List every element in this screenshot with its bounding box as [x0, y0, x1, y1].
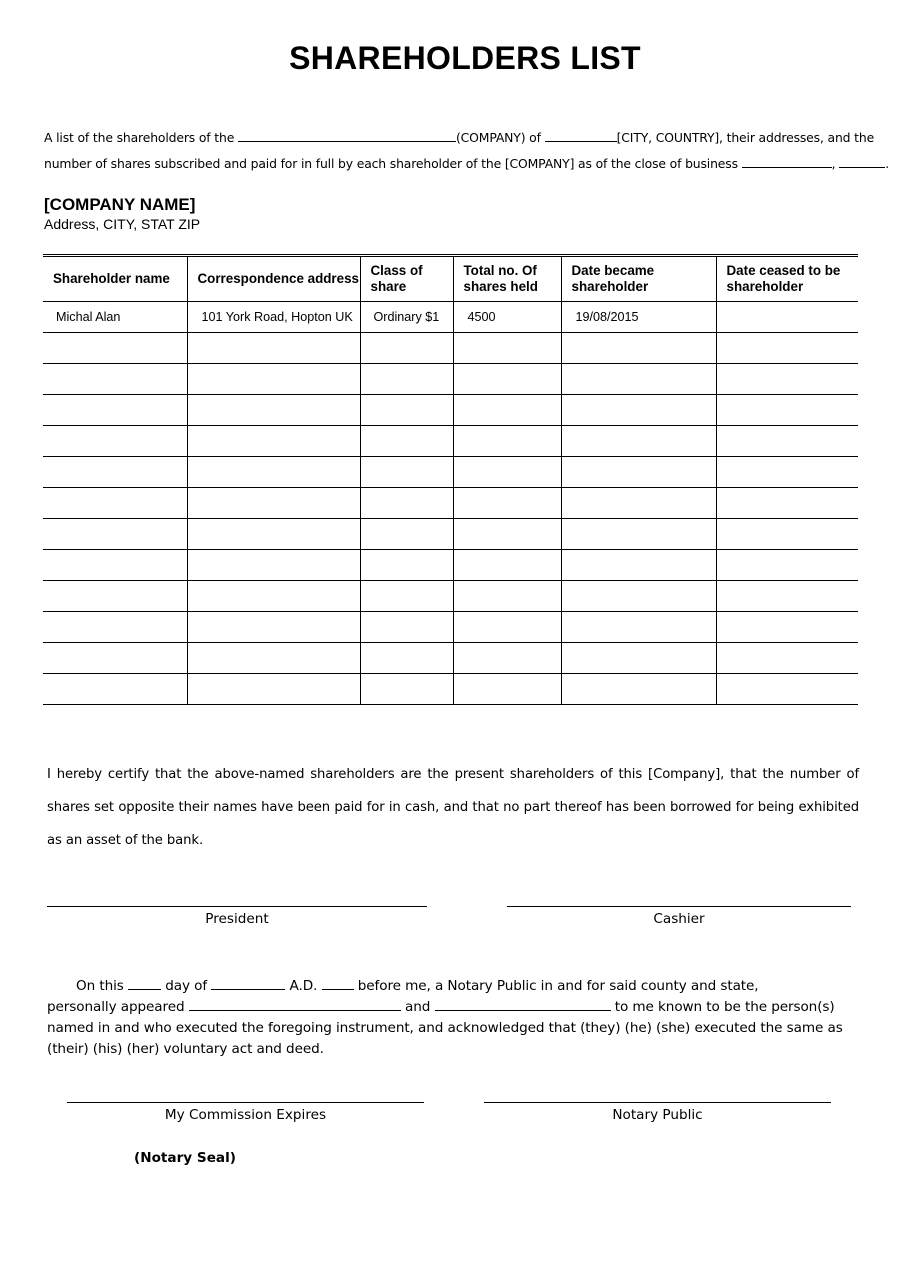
table-cell[interactable]: [716, 643, 858, 674]
table-cell[interactable]: [360, 333, 453, 364]
table-cell[interactable]: [561, 395, 716, 426]
table-row: [43, 395, 858, 426]
notary-line-1: [47, 976, 847, 997]
table-row: [43, 674, 858, 705]
table-cell[interactable]: [453, 488, 561, 519]
table-row: [43, 550, 858, 581]
table-cell[interactable]: [43, 519, 187, 550]
appeared-name-blank[interactable]: [189, 998, 401, 1011]
notary-text: A.D.: [289, 978, 318, 994]
table-cell[interactable]: [360, 364, 453, 395]
table-row: [43, 364, 858, 395]
year-blank[interactable]: [839, 155, 885, 168]
table-cell[interactable]: [187, 426, 360, 457]
table-cell[interactable]: [187, 643, 360, 674]
table-cell[interactable]: [716, 457, 858, 488]
table-cell[interactable]: [187, 395, 360, 426]
day-blank[interactable]: [128, 977, 161, 990]
table-cell[interactable]: [187, 364, 360, 395]
table-cell[interactable]: [453, 364, 561, 395]
table-cell[interactable]: [716, 519, 858, 550]
table-cell[interactable]: [561, 426, 716, 457]
notary-text: to me known to be the person(s): [614, 999, 835, 1015]
table-cell[interactable]: [453, 519, 561, 550]
certification-text: I hereby certify that the above-named shareholders are the present shareholders of this [Company], that the number of shares set opposite their names have been paid for in cash, and that no part thereof has been borrowed for being exhibited as an asset of the bank.: [47, 767, 859, 848]
table-cell[interactable]: [561, 519, 716, 550]
header-date-ceased: Date ceased to be shareholder: [716, 256, 858, 302]
table-row: [43, 581, 858, 612]
table-cell[interactable]: [360, 457, 453, 488]
intro-text: number of shares subscribed and paid for in full by each shareholder of the [COMPANY] as of the close of business: [44, 156, 738, 171]
table-cell[interactable]: [360, 426, 453, 457]
notary-text: before me, a Notary Public in and for said county and state,: [357, 978, 759, 994]
table-cell[interactable]: [187, 550, 360, 581]
notary-public-signature-line[interactable]: [484, 1102, 831, 1103]
table-cell[interactable]: [187, 457, 360, 488]
notary-line-4: (their) (his) (her) voluntary act and deed.: [47, 1041, 324, 1057]
city-blank[interactable]: [545, 129, 617, 142]
intro-period: .: [885, 156, 890, 171]
table-row: [43, 457, 858, 488]
table-cell[interactable]: [360, 643, 453, 674]
table-cell[interactable]: [360, 395, 453, 426]
table-cell[interactable]: [453, 674, 561, 705]
notary-seal-label: (Notary Seal): [134, 1150, 236, 1166]
table-cell[interactable]: [453, 395, 561, 426]
page-title: SHAREHOLDERS LIST: [289, 40, 641, 76]
table-cell[interactable]: [43, 395, 187, 426]
table-cell[interactable]: [187, 333, 360, 364]
table-cell[interactable]: Michal Alan: [43, 302, 187, 333]
table-cell[interactable]: [561, 674, 716, 705]
commission-label: My Commission Expires: [164, 1107, 327, 1123]
table-cell[interactable]: [716, 550, 858, 581]
date-blank[interactable]: [742, 155, 832, 168]
table-cell[interactable]: [360, 550, 453, 581]
table-cell[interactable]: [187, 581, 360, 612]
month-blank[interactable]: [211, 977, 285, 990]
table-cell[interactable]: [43, 457, 187, 488]
table-cell[interactable]: [561, 581, 716, 612]
table-cell[interactable]: [716, 674, 858, 705]
table-cell[interactable]: 4500: [453, 302, 561, 333]
table-row: [43, 612, 858, 643]
table-cell[interactable]: [561, 457, 716, 488]
table-cell[interactable]: [43, 426, 187, 457]
table-header-row: [43, 256, 858, 302]
table-cell[interactable]: [561, 550, 716, 581]
table-cell[interactable]: [716, 364, 858, 395]
table-row: [43, 302, 858, 333]
notary-text: personally appeared: [47, 999, 185, 1015]
intro-text: (COMPANY) of: [455, 130, 541, 145]
company-address: Address, CITY, STAT ZIP: [44, 216, 201, 232]
table-cell[interactable]: [360, 674, 453, 705]
table-cell[interactable]: [360, 488, 453, 519]
notary-acknowledgement: [47, 976, 847, 1060]
notary-line-2: [47, 997, 847, 1018]
table-cell[interactable]: [453, 612, 561, 643]
table-cell[interactable]: [43, 364, 187, 395]
table-cell[interactable]: [453, 457, 561, 488]
notary-text: and: [404, 999, 431, 1015]
table-cell[interactable]: [561, 364, 716, 395]
year-blank[interactable]: [322, 977, 354, 990]
cashier-label: Cashier: [653, 911, 705, 927]
intro-text: [CITY, COUNTRY], their addresses, and the: [616, 130, 875, 145]
table-cell[interactable]: [360, 612, 453, 643]
table-cell[interactable]: [716, 395, 858, 426]
table-cell[interactable]: [716, 612, 858, 643]
table-cell[interactable]: [716, 581, 858, 612]
president-signature-line[interactable]: [47, 906, 427, 907]
table-row: [43, 643, 858, 674]
table-cell[interactable]: [360, 581, 453, 612]
president-label: President: [205, 911, 269, 927]
table-cell[interactable]: [561, 612, 716, 643]
table-row: [43, 519, 858, 550]
table-cell[interactable]: [187, 674, 360, 705]
table-cell[interactable]: [453, 426, 561, 457]
table-cell[interactable]: 19/08/2015: [561, 302, 716, 333]
header-class-of-share: Class of share: [360, 256, 453, 302]
table-row: [43, 333, 858, 364]
table-cell[interactable]: [716, 426, 858, 457]
table-cell[interactable]: [716, 333, 858, 364]
commission-signature-line[interactable]: [67, 1102, 424, 1103]
table-cell[interactable]: [453, 643, 561, 674]
table-cell[interactable]: [43, 333, 187, 364]
company-blank[interactable]: [238, 129, 456, 142]
header-date-became: Date became shareholder: [561, 256, 716, 302]
appeared-name-blank-2[interactable]: [435, 998, 611, 1011]
table-cell[interactable]: Ordinary $1: [360, 302, 453, 333]
table-cell[interactable]: [43, 674, 187, 705]
cashier-signature-line[interactable]: [507, 906, 851, 907]
table-cell[interactable]: [561, 488, 716, 519]
table-cell[interactable]: [43, 550, 187, 581]
table-cell[interactable]: [561, 643, 716, 674]
shareholders-table: [43, 254, 858, 705]
intro-text: A list of the shareholders of the: [44, 130, 235, 145]
table-cell[interactable]: [453, 581, 561, 612]
company-name: [COMPANY NAME]: [44, 195, 196, 214]
notary-line-3: named in and who executed the foregoing instrument, and acknowledged that (they) (he) (she) executed the same as: [47, 1020, 843, 1036]
header-correspondence-address: Correspondence address: [187, 256, 360, 302]
table-cell[interactable]: [561, 333, 716, 364]
table-cell[interactable]: [43, 612, 187, 643]
intro-line-1: [44, 129, 875, 145]
table-cell[interactable]: [453, 550, 561, 581]
table-row: [43, 488, 858, 519]
intro-comma: ,: [831, 156, 836, 171]
notary-text: day of: [165, 978, 208, 994]
table-row: [43, 426, 858, 457]
table-cell[interactable]: [716, 302, 858, 333]
table-cell[interactable]: [43, 643, 187, 674]
table-cell[interactable]: [453, 333, 561, 364]
table-cell[interactable]: 101 York Road, Hopton UK: [187, 302, 360, 333]
header-shareholder-name: Shareholder name: [43, 256, 187, 302]
table-cell[interactable]: [187, 612, 360, 643]
notary-public-label: Notary Public: [612, 1107, 703, 1123]
table-cell[interactable]: [360, 519, 453, 550]
table-cell[interactable]: [43, 581, 187, 612]
table-cell[interactable]: [187, 488, 360, 519]
table-cell[interactable]: [43, 488, 187, 519]
intro-line-2: [44, 155, 890, 171]
table-cell[interactable]: [716, 488, 858, 519]
table-cell[interactable]: [187, 519, 360, 550]
header-total-shares: Total no. Of shares held: [453, 256, 561, 302]
notary-text: On this: [76, 978, 124, 994]
